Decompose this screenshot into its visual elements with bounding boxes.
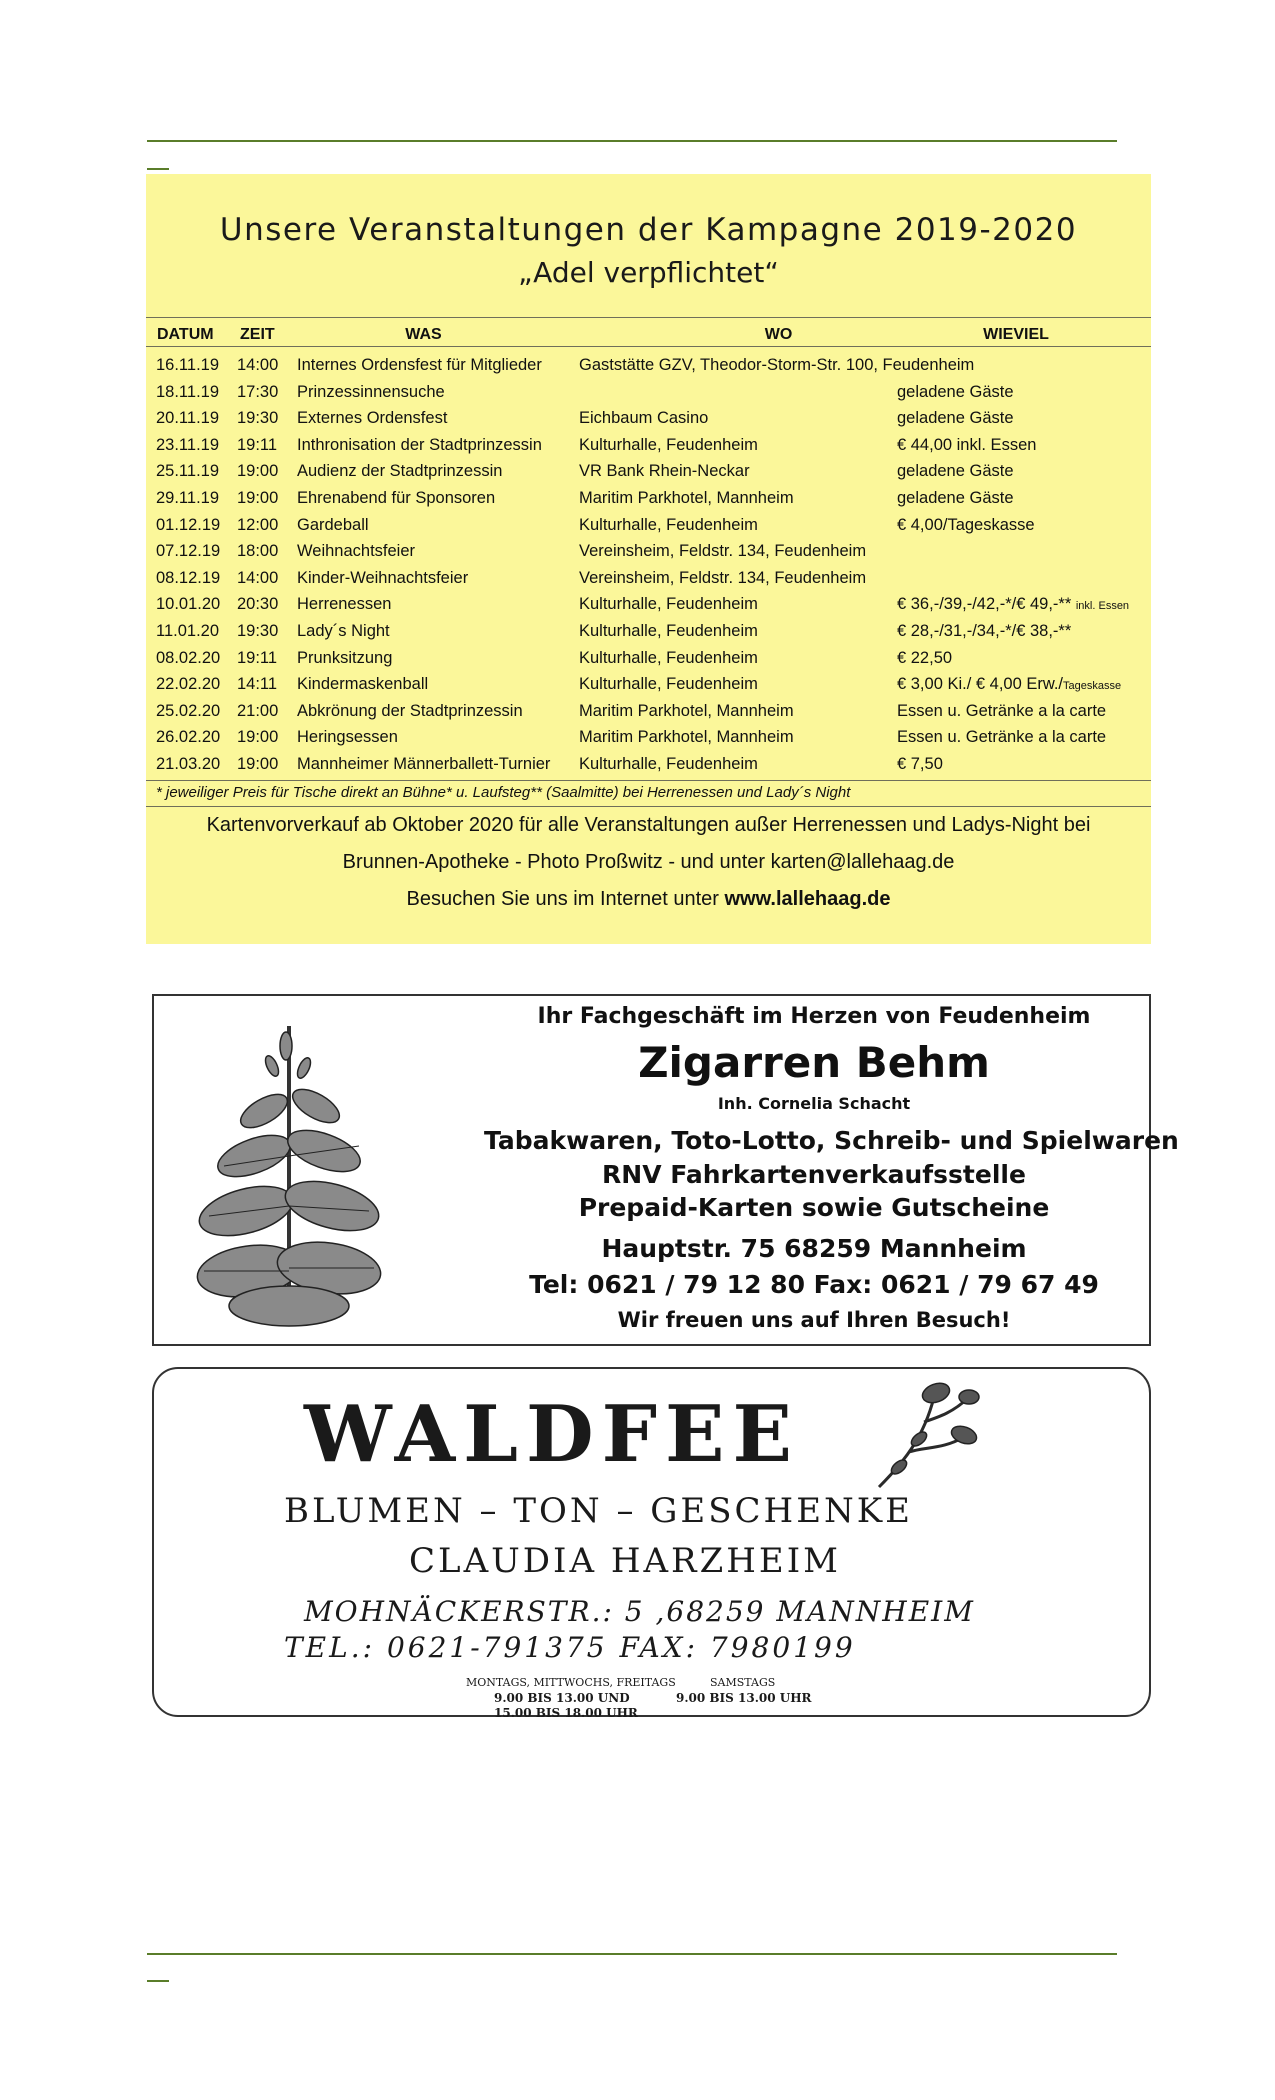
row-date: 25.02.20 (156, 701, 221, 720)
price-footnote: * jeweiliger Preis für Tische direkt an Bühne* u. Laufsteg** (Saalmitte) bei Herrenessen und Lady´s Night (156, 784, 851, 801)
row-was: Heringsessen (297, 728, 398, 747)
behm-phone: Tel: 0621 / 79 12 80 Fax: 0621 / 79 67 49 (529, 1270, 1099, 1299)
row-wieviel: geladene Gäste (897, 488, 1014, 507)
table-header-bottom-line (146, 346, 1151, 347)
waldfee-ad (152, 1367, 1151, 1720)
table-row (146, 671, 1151, 698)
table-row (146, 751, 1151, 778)
row-was: Kinder-Weihnachtsfeier (297, 568, 469, 587)
row-wieviel: € 44,00 inkl. Essen (897, 435, 1037, 454)
row-wo: Kulturhalle, Feudenheim (579, 435, 758, 454)
behm-products: Tabakwaren, Toto-Lotto, Schreib- und Spielwaren (484, 1126, 1179, 1155)
table-row (146, 591, 1151, 618)
waldfee-owner: CLAUDIA HARZHEIM (409, 1541, 841, 1581)
row-date: 18.11.19 (156, 382, 220, 401)
table-row (146, 379, 1151, 406)
row-time: 14:11 (237, 675, 278, 694)
table-row (146, 724, 1151, 751)
row-wo: Maritim Parkhotel, Mannheim (579, 728, 794, 747)
row-time: 14:00 (237, 568, 279, 587)
row-was: Mannheimer Männerballett-Turnier (297, 754, 551, 773)
behm-shop-name: Zigarren Behm (638, 1038, 990, 1087)
waldfee-hours-weekdays-morning: 9.00 BIS 13.00 UND (494, 1691, 630, 1705)
row-wo: Maritim Parkhotel, Mannheim (579, 701, 794, 720)
row-wieviel: geladene Gäste (897, 382, 1014, 401)
top-rule-short (147, 168, 169, 170)
row-time: 19:00 (237, 754, 279, 773)
row-time: 19:30 (237, 621, 279, 640)
events-table-body (146, 352, 1151, 778)
top-rule (147, 140, 1117, 142)
row-time: 19:00 (237, 488, 279, 507)
row-was: Abkrönung der Stadtprinzessin (297, 701, 523, 720)
waldfee-hours-saturday: 9.00 BIS 13.00 UHR (676, 1691, 812, 1705)
row-time: 12:00 (237, 515, 279, 534)
events-box (146, 174, 1151, 944)
row-wieviel: € 36,-/39,-/42,-*/€ 49,-** (897, 595, 1072, 614)
behm-welcome: Wir freuen uns auf Ihren Besuch! (617, 1308, 1011, 1332)
row-wo: VR Bank Rhein-Neckar (579, 462, 750, 481)
row-date: 08.12.19 (156, 568, 221, 587)
row-date: 21.03.20 (156, 754, 221, 773)
row-wieviel: € 7,50 (897, 754, 943, 773)
row-was: Kindermaskenball (297, 675, 429, 694)
waldfee-hours-weekdays-afternoon: 15.00 BIS 18.00 UHR (494, 1706, 638, 1720)
row-wo: Kulturhalle, Feudenheim (579, 648, 758, 667)
table-row (146, 565, 1151, 592)
events-title: Unsere Veranstaltungen der Kampagne 2019-2020 (219, 212, 1078, 248)
presale-info: Kartenvorverkauf ab Oktober 2020 für alle Veranstaltungen außer Herrenessen und Ladys-Night bei (206, 814, 1091, 836)
row-date: 29.11.19 (156, 488, 220, 507)
row-wo: Kulturhalle, Feudenheim (579, 621, 758, 640)
row-date: 20.11.19 (156, 409, 220, 428)
bottom-rule (147, 1953, 1117, 1955)
waldfee-hours-saturday-label: SAMSTAGS (710, 1676, 776, 1689)
row-time: 19:30 (237, 409, 279, 428)
bottom-rule-short (147, 1980, 169, 1982)
behm-address: Hauptstr. 75 68259 Mannheim (601, 1234, 1027, 1263)
row-was: Inthronisation der Stadtprinzessin (297, 435, 542, 454)
row-wo: Kulturhalle, Feudenheim (579, 675, 758, 694)
table-row (146, 405, 1151, 432)
row-wieviel-group (897, 675, 1121, 694)
row-time: 20:30 (237, 595, 279, 614)
zigarren-behm-ad (152, 994, 1179, 1346)
row-wieviel-group (897, 595, 1129, 614)
row-was: Weihnachtsfeier (297, 542, 416, 561)
behm-tagline: Ihr Fachgeschäft im Herzen von Feudenheim (537, 1004, 1091, 1029)
row-wieviel: € 28,-/31,-/34,-*/€ 38,-** (897, 621, 1072, 640)
behm-prepaid: Prepaid-Karten sowie Gutscheine (578, 1193, 1050, 1222)
col-header-time: ZEIT (240, 326, 275, 343)
flower-vine-illustration (864, 1377, 984, 1492)
row-was: Internes Ordensfest für Mitglieder (297, 356, 542, 374)
row-wieviel: € 22,50 (897, 648, 953, 667)
row-time: 19:11 (237, 648, 278, 667)
table-row (146, 538, 1151, 565)
row-wieviel: € 4,00/Tageskasse (897, 515, 1035, 534)
row-wieviel: geladene Gäste (897, 462, 1014, 481)
col-header-wo: WO (764, 326, 793, 343)
row-date: 08.02.20 (156, 648, 221, 667)
row-wo: Kulturhalle, Feudenheim (579, 515, 758, 534)
row-date: 22.02.20 (156, 675, 221, 694)
row-date: 10.01.20 (156, 595, 221, 614)
row-wieviel: geladene Gäste (897, 409, 1014, 428)
waldfee-name: WALDFEE (304, 1389, 800, 1480)
row-was: Gardeball (297, 515, 369, 534)
behm-owner: Inh. Cornelia Schacht (717, 1094, 911, 1113)
row-time: 19:11 (237, 435, 278, 454)
table-row (146, 698, 1151, 725)
website-line (146, 888, 1151, 911)
row-date: 25.11.19 (156, 462, 220, 481)
row-wieviel: Essen u. Getränke a la carte (897, 728, 1107, 747)
table-header-top-line (146, 317, 1151, 318)
row-wo: Kulturhalle, Feudenheim (579, 754, 758, 773)
row-was: Herrenessen (297, 595, 392, 614)
waldfee-products: BLUMEN – TON – GESCHENKE (284, 1491, 913, 1531)
row-was: Externes Ordensfest (297, 409, 448, 428)
row-wo: Eichbaum Casino (579, 409, 709, 428)
footnote-line (146, 806, 1151, 807)
row-wo: Kulturhalle, Feudenheim (579, 595, 758, 614)
table-row (146, 352, 1151, 379)
table-row (146, 432, 1151, 459)
col-header-was: WAS (405, 326, 442, 343)
row-time: 19:00 (237, 728, 279, 747)
table-row (146, 512, 1151, 539)
row-wieviel: € 3,00 Ki./ € 4,00 Erw./ (897, 675, 1064, 694)
table-row (146, 645, 1151, 672)
row-was: Lady´s Night (297, 621, 390, 640)
row-wieviel-note: Tageskasse (1063, 680, 1122, 693)
row-was: Prunksitzung (297, 648, 393, 667)
events-subtitle: „Adel verpflichtet“ (518, 256, 779, 289)
row-was: Prinzessinnensuche (297, 382, 445, 401)
row-wieviel-note: inkl. Essen (1075, 600, 1130, 613)
waldfee-address: MOHNÄCKERSTR.: 5 ,68259 MANNHEIM (304, 1595, 975, 1628)
row-date: 16.11.19 (156, 356, 220, 374)
table-bottom-line (146, 780, 1151, 781)
col-header-wieviel: WIEVIEL (983, 326, 1049, 343)
website-link[interactable]: www.lallehaag.de (724, 888, 891, 910)
presale-outlets: Brunnen-Apotheke - Photo Proßwitz - und unter karten@lallehaag.de (342, 851, 955, 873)
row-time: 14:00 (237, 356, 279, 374)
row-date: 23.11.19 (156, 435, 220, 454)
row-date: 26.02.20 (156, 728, 221, 747)
table-row (146, 458, 1151, 485)
row-date: 01.12.19 (156, 515, 221, 534)
col-header-date: DATUM (157, 326, 214, 343)
row-time: 18:00 (237, 542, 279, 561)
row-time: 19:00 (237, 462, 279, 481)
table-row (146, 485, 1151, 512)
tobacco-plant-illustration (194, 1006, 384, 1336)
row-date: 07.12.19 (156, 542, 221, 561)
row-was: Audienz der Stadtprinzessin (297, 462, 503, 481)
row-wo: Vereinsheim, Feldstr. 134, Feudenheim (579, 568, 867, 587)
row-wo: Vereinsheim, Feldstr. 134, Feudenheim (579, 542, 867, 561)
row-was: Ehrenabend für Sponsoren (297, 488, 496, 507)
website-prefix: Besuchen Sie uns im Internet unter (406, 888, 725, 910)
row-wo: Maritim Parkhotel, Mannheim (579, 488, 794, 507)
row-time: 21:00 (237, 701, 279, 720)
row-date: 11.01.20 (156, 621, 220, 640)
behm-tickets: RNV Fahrkartenverkaufsstelle (602, 1160, 1026, 1189)
waldfee-hours-weekdays-label: MONTAGS, MITTWOCHS, FREITAGS (466, 1676, 676, 1689)
row-time: 17:30 (237, 382, 279, 401)
row-wo: Gaststätte GZV, Theodor-Storm-Str. 100, Feudenheim (579, 356, 975, 374)
row-wieviel: Essen u. Getränke a la carte (897, 701, 1107, 720)
table-row (146, 618, 1151, 645)
waldfee-phone: TEL.: 0621-791375 FAX: 7980199 (284, 1631, 856, 1664)
